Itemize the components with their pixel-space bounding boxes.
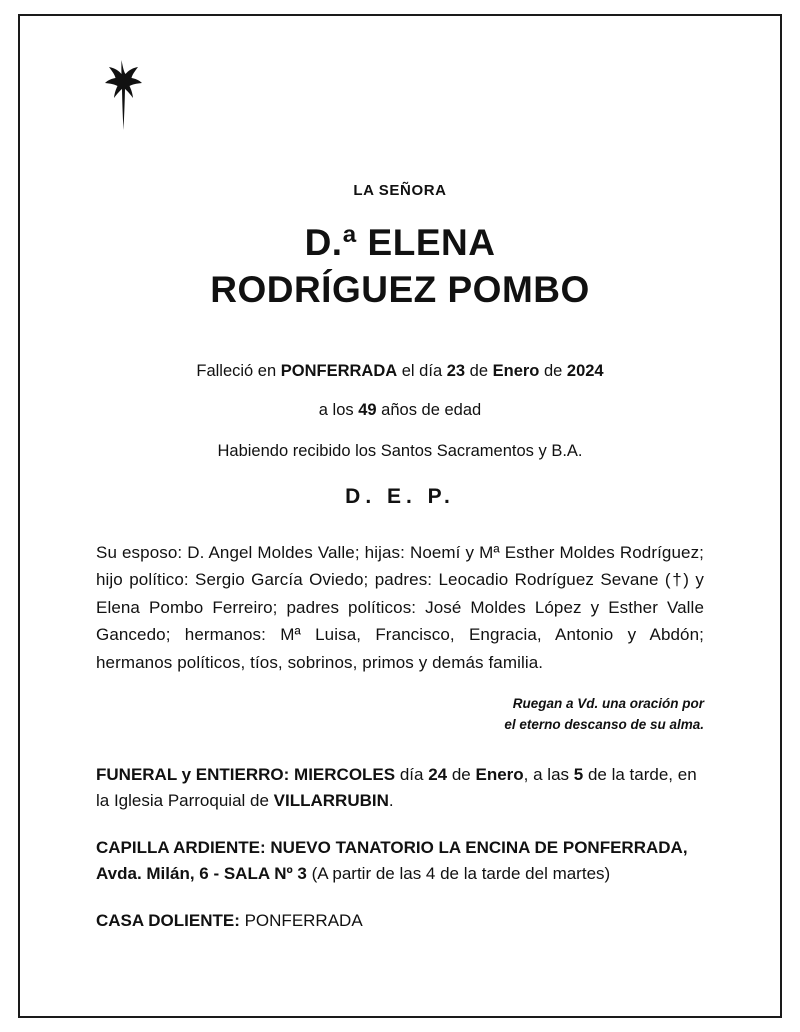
funeral-month-prefix: de [447, 765, 476, 785]
funeral-weekday: MIERCOLES [289, 765, 396, 785]
age-value: 49 [358, 400, 377, 419]
headline-block [96, 182, 704, 314]
funeral-time-prefix: , a las [523, 765, 574, 785]
chapel-value: : NUEVO TANATORIO LA ENCINA DE PONFERRADA, [260, 838, 688, 858]
dep-line: D. E. P. [345, 484, 455, 508]
age-suffix: años de edad [376, 400, 482, 419]
death-day: 23 [446, 361, 466, 380]
chapel-label: CAPILLA ARDIENTE [96, 838, 261, 858]
death-place: PONFERRADA [280, 361, 398, 380]
funeral-section [96, 762, 704, 813]
card-content [18, 14, 782, 1018]
mourning-house-section [96, 908, 704, 934]
sacraments-line: Habiendo recibido los Santos Sacramentos y B.A. [217, 441, 583, 460]
mourning-house-value: PONFERRADA [239, 911, 363, 931]
age-line [96, 401, 704, 420]
death-month: Enero [492, 361, 540, 380]
prayer-line-2: el eterno descanso de su alma. [504, 717, 704, 733]
deceased-name-line2: RODRÍGUEZ POMBO [210, 269, 590, 311]
family-paragraph: Su esposo: D. Angel Moldes Valle; hijas: Noemí y Mª Esther Moldes Rodríguez; hijo político: Sergio García Oviedo; padres: Leocadio Rodríguez Sevane (†) y Elena Pombo Ferreiro; padres políticos: José Moldes López y Esther Valle Gancedo; hermanos: Mª Luisa, Francisco, Engracia, Antonio y Abdón; hermanos políticos, tíos, sobrinos, primos y demás familia. [96, 542, 704, 672]
death-prefix: Falleció en [196, 361, 281, 380]
deceased-name [96, 219, 704, 314]
funeral-month: Enero [475, 765, 524, 785]
mourning-house-label: CASA DOLIENTE: [96, 911, 240, 931]
chapel-section [96, 835, 704, 886]
funeral-location-end: . [388, 790, 394, 810]
cross-icon [94, 54, 154, 134]
funeral-time: 5 [573, 765, 588, 785]
funeral-day: 24 [428, 765, 448, 785]
honorific: LA SEÑORA [353, 182, 447, 199]
death-line [96, 362, 704, 381]
deceased-name-line1: D.ª ELENA [304, 222, 496, 263]
funeral-location-prefix: en la Iglesia Parroquial de [96, 765, 697, 810]
funeral-location: VILLARRUBIN [273, 790, 389, 810]
funeral-day-prefix: día [395, 765, 429, 785]
prayer-note [96, 694, 704, 736]
age-prefix: a los [318, 400, 359, 419]
death-year: 2024 [566, 361, 604, 380]
chapel-address: Avda. Milán, 6 - SALA Nº 3 [96, 863, 307, 883]
chapel-note: (A partir de las 4 de la tarde del martes) [306, 863, 611, 883]
death-mid: el día [397, 361, 447, 380]
death-de: de [539, 361, 567, 380]
funeral-label: FUNERAL y ENTIERRO: [96, 765, 290, 785]
prayer-line-1: Ruegan a Vd. una oración por [512, 696, 704, 712]
funeral-time-suffix: de la tarde, [587, 765, 674, 785]
death-of: de [465, 361, 493, 380]
